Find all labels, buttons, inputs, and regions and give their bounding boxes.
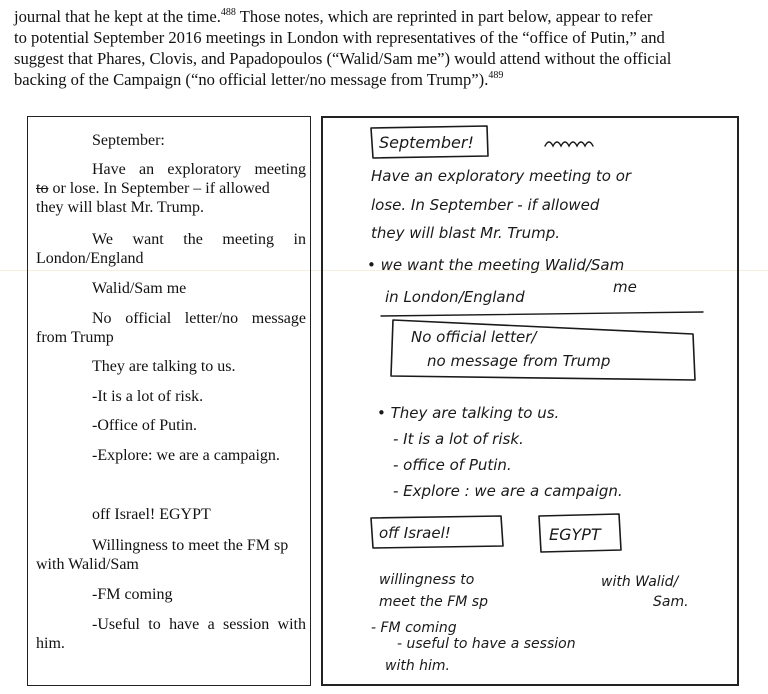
hw-willing-1: willingness to: [379, 572, 475, 588]
transcript-want-2: London/England: [36, 250, 144, 267]
transcript-willing-1: Willingness to meet the FM sp: [92, 537, 289, 554]
transcript-talking: They are talking to us.: [92, 358, 236, 375]
hw-with-walid: with Walid/: [601, 574, 679, 590]
hw-willing-2: meet the FM sp: [379, 594, 488, 610]
hw-meeting-2: lose. In September - if allowed: [371, 196, 600, 214]
transcript-willing-2: with Walid/Sam: [36, 556, 139, 573]
intro-line-4: backing of the Campaign (“no official letter/no message from Trump”).: [14, 70, 489, 89]
intro-line-1: journal that he kept at the time.: [14, 7, 221, 26]
transcript-explore: -Explore: we are a campaign.: [92, 447, 280, 464]
hw-me: me: [613, 278, 637, 296]
transcript-useful-2: him.: [36, 635, 65, 652]
footnote-488[interactable]: 488: [220, 7, 236, 18]
transcript-letter-2: from Trump: [36, 329, 114, 346]
transcript-meeting-3: they will blast Mr. Trump.: [36, 199, 205, 216]
footnote-489[interactable]: 489: [488, 70, 504, 81]
intro-line-1b: Those notes, which are reprinted in part below, appear to refer: [235, 7, 653, 26]
transcript-risk: -It is a lot of risk.: [92, 388, 204, 405]
handwriting-svg: [323, 118, 739, 686]
transcript-israel: off Israel! EGYPT: [92, 506, 211, 523]
hw-letter-1: No official letter/: [411, 328, 537, 346]
hw-israel: off Israel!: [379, 524, 451, 542]
hw-meeting-1: Have an exploratory meeting to or: [371, 167, 632, 185]
hw-explore: - Explore : we are a campaign.: [393, 482, 623, 500]
transcript-meeting-1: Have an exploratory meeting: [92, 161, 306, 178]
divider-stroke: [381, 312, 703, 316]
hw-want-1: • we want the meeting Walid/Sam: [367, 256, 625, 274]
hw-want-2: in London/England: [385, 288, 525, 306]
transcript-office: -Office of Putin.: [92, 417, 198, 434]
transcript-want-1: We want the meeting in: [92, 231, 306, 248]
handwritten-note-scan: [321, 116, 739, 686]
hw-talking: • They are talking to us.: [377, 404, 560, 422]
hw-september: September!: [379, 133, 474, 152]
hw-fm: - FM coming: [371, 620, 457, 636]
hw-office: - office of Putin.: [393, 456, 512, 474]
hw-risk: - It is a lot of risk.: [393, 430, 524, 448]
hw-meeting-3: they will blast Mr. Trump.: [371, 224, 560, 242]
intro-line-2: to potential September 2016 meetings in London with representatives of the “office of Putin,” and: [14, 28, 665, 47]
transcript-walid: Walid/Sam me: [92, 280, 187, 297]
intro-line-3: suggest that Phares, Clovis, and Papadopoulos (“Walid/Sam me”) would attend without the official: [14, 49, 672, 68]
hw-egypt: EGYPT: [549, 525, 601, 544]
hw-sam: Sam.: [653, 594, 689, 610]
transcript-september: September:: [92, 132, 165, 149]
transcript-fm: -FM coming: [92, 586, 173, 603]
hw-with-him: with him.: [385, 658, 451, 674]
transcript-useful-1: -Useful to have a session with: [92, 616, 306, 633]
transcript-panel: [27, 116, 311, 686]
hw-useful: - useful to have a session: [397, 636, 576, 652]
intro-paragraph: [14, 6, 758, 90]
transcript-meeting-2: to or lose. In September – if allowed: [36, 180, 270, 197]
struck-word: to: [36, 180, 49, 197]
scribble-mark: [545, 142, 593, 146]
hw-letter-2: no message from Trump: [427, 352, 611, 370]
transcript-letter-1: No official letter/no message: [92, 310, 306, 327]
